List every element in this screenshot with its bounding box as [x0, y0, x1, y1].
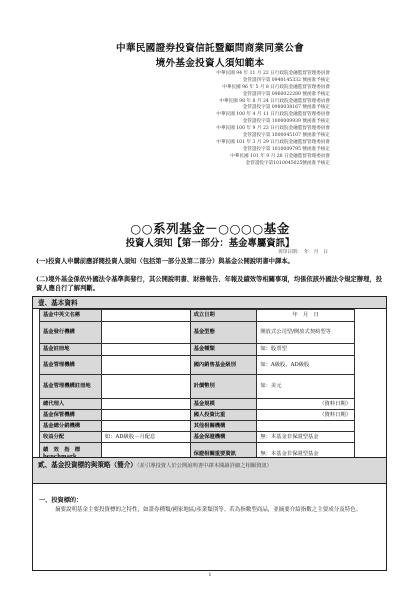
field-value — [101, 356, 190, 375]
approval-line: 中華民國 100 年 4 月 11 日行政院金融監督管理委員會 — [216, 112, 330, 118]
field-value: 如：股票型 — [257, 344, 355, 356]
table-row — [40, 410, 355, 421]
section-strategy-title: 貳、基金投資標的與策略（簡介） — [38, 461, 137, 469]
field-label: 國內銷售基金級別 — [190, 356, 257, 375]
field-value — [101, 421, 190, 432]
field-label: 收益分配 — [40, 432, 102, 443]
field-label: 其他相關機構 — [190, 421, 257, 432]
approval-line: 金管證四字第 0940145332 號函准予核定 — [242, 77, 330, 83]
field-value: 無：本基金非保證型基金 — [257, 443, 355, 466]
document-title: 境外基金投資人須知範本 — [155, 58, 265, 69]
field-label: 基金發行機構 — [40, 322, 102, 344]
approval-line: 金管證投字第 1000045107 號函准予核定 — [242, 133, 330, 139]
field-value — [101, 410, 190, 421]
field-label: 基金規模 — [190, 399, 257, 410]
notice-paragraph-1: (一)投資人申購前應詳閱投資人須知（包括第一部分及第二部分）與基金公開說明書中譯本。 — [36, 258, 294, 265]
field-label: 成立日期 — [190, 310, 257, 322]
approval-line: 中華民國 101 年 3 月 29 日行政院金融監督管理委員會 — [216, 139, 330, 145]
approval-line: 金管證投字第 1000009939 號函准予核定 — [242, 119, 330, 125]
field-label: 基金管理機構 — [40, 356, 102, 375]
field-value — [101, 375, 190, 399]
field-value: 無：本基金非保證型基金 — [257, 432, 355, 443]
table-row — [40, 310, 355, 322]
field-label: 基金保證機構 — [190, 432, 257, 443]
field-label: 基金註冊地 — [40, 344, 102, 356]
investment-target-description: 摘要說明基金主要投資標的之特性，如證券種類/國家地區/產業類別等。若為指數型商品，並摘要介紹指數之主要成分及特色。 — [55, 507, 362, 513]
notice-title: 投資人須知【第一部分：基金專屬資訊】 — [125, 238, 295, 249]
field-value — [101, 310, 190, 322]
field-value: 如：美元 — [257, 375, 355, 399]
field-value: （資料日期） — [257, 410, 355, 421]
fund-title: ○○系列基金－○○○○基金 — [130, 221, 290, 236]
approval-line: 中華民國 100 年 9 月 23 日行政院金融監督管理委員會 — [216, 126, 330, 132]
table-row — [40, 344, 355, 356]
table-row — [40, 375, 355, 399]
field-label: 基金管理機構註冊地 — [40, 375, 102, 399]
fund-info-box — [32, 296, 387, 571]
page-number: 1 — [208, 572, 212, 578]
field-value — [257, 421, 355, 432]
approval-history — [70, 71, 330, 167]
field-label: 基金總分銷機構 — [40, 421, 102, 432]
approval-line: 中華民國 96 年 5 月 8 日行政院金融監督管理委員會 — [222, 84, 330, 90]
approval-line: 金管證投字第 1010009795 號函准予核定 — [242, 146, 330, 152]
field-value — [101, 399, 190, 410]
basic-info-table — [39, 309, 355, 466]
table-row — [40, 432, 355, 443]
approval-line: 金管證投字第 0980038167 號函准予核定 — [242, 105, 330, 111]
association-title: 中華民國證券投資信託暨顧問商業同業公會 — [116, 43, 304, 54]
field-value: 開放式公司型/開放式契約型等 — [257, 322, 355, 344]
field-label: 基金型態 — [190, 322, 257, 344]
section-basic-info-heading: 壹、基本資料 — [33, 297, 386, 309]
field-label: 國人投資比重 — [190, 410, 257, 421]
table-row — [40, 322, 355, 344]
approval-line: 金管證四字第 0960022280 號函准予核定 — [242, 91, 330, 97]
investment-target-heading: 一、投資標的： — [39, 497, 83, 504]
section-strategy-note: （並引導投資人於公開說明書中譯本閱讀詳細之相關資訊） — [136, 463, 272, 469]
field-label: 績 效 指 標 — [40, 443, 102, 466]
section-strategy-heading — [33, 457, 386, 484]
field-label: 基金保管機構 — [40, 410, 102, 421]
approval-line: 中華民國 101 年 9 月 28 日金融監督管理委員會 — [230, 153, 330, 159]
field-label: 保證相關重要資訊 — [190, 443, 257, 466]
field-value — [101, 322, 190, 344]
table-row — [40, 421, 355, 432]
field-value: （資料日期） — [257, 399, 355, 410]
notice-paragraph-2: (二)境外基金係依外國法令基準與發行，其公開說明書、財務報告、年報及績效等相關事項，均係依該外國法令規定辦理，投資人應自行了解判斷。 — [36, 276, 382, 292]
approval-line: 中華民國 94 年 11 月 22 日行政院金融監督管理委員會 — [216, 71, 330, 76]
field-value: 年 月 日 — [257, 310, 355, 322]
approval-line: 金管證投字第1010045025號函准予核定 — [245, 160, 330, 166]
field-label: 基金中英文名稱 — [40, 310, 102, 322]
table-row — [40, 356, 355, 375]
field-value: 如：AD級股－月配息 — [101, 432, 190, 443]
approval-line: 中華民國 98 年 8 月 24 日行政院金融監督管理委員會 — [219, 98, 330, 104]
field-value — [101, 344, 190, 356]
field-label: 計價幣別 — [190, 375, 257, 399]
table-row — [40, 399, 355, 410]
field-value: 如：A級股、AD級股 — [257, 356, 355, 375]
print-date: 刊印日期： 年 月 日 — [277, 250, 328, 255]
field-label: 基金種類 — [190, 344, 257, 356]
field-label: 總代理人 — [40, 399, 102, 410]
